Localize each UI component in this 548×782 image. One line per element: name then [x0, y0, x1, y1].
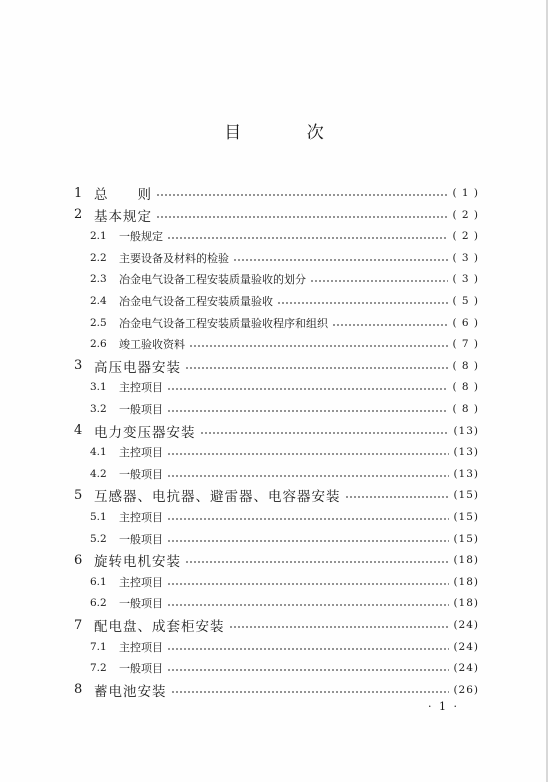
toc-entry-label: 一般项目 — [119, 662, 163, 676]
toc-entry — [90, 637, 479, 657]
toc-entry-page: (24) — [453, 640, 479, 653]
toc-entry-number: 7 — [74, 617, 83, 633]
page-number: · 1 · — [428, 700, 459, 713]
toc-entry — [90, 334, 479, 354]
toc-entry-label: 蓄电池安装 — [94, 683, 167, 700]
toc-entry-page: (18) — [453, 575, 479, 588]
dot-leader — [167, 388, 448, 390]
toc-entry — [90, 226, 479, 246]
toc-entry-label: 电力变压器安装 — [94, 424, 196, 441]
toc-entry-label: 配电盘、成套柜安装 — [94, 619, 225, 635]
toc-entry — [90, 658, 479, 678]
toc-entry-page: (15) — [453, 532, 479, 545]
toc-entry-page: (18) — [453, 554, 479, 567]
dot-leader — [229, 626, 450, 628]
dot-leader — [345, 496, 450, 498]
toc-entry-label: 一般项目 — [119, 467, 163, 481]
toc-entry — [74, 550, 479, 570]
toc-entry-page: (26) — [453, 683, 479, 696]
dot-leader — [156, 216, 448, 218]
toc-entry-label: 主控项目 — [119, 381, 163, 395]
toc-entry — [90, 291, 479, 311]
toc-entry — [90, 593, 479, 613]
dot-leader — [167, 475, 449, 477]
toc-entry-label: 一般项目 — [119, 532, 163, 546]
toc-entry — [74, 356, 479, 376]
toc-entry-label: 一般规定 — [119, 230, 163, 244]
toc-entry-number: 2.2 — [90, 251, 107, 264]
toc-entry — [90, 507, 479, 527]
toc-entry-page: (13) — [453, 446, 479, 459]
toc-entry — [74, 421, 479, 441]
toc-entry-page: ( 2 ) — [452, 208, 479, 221]
dot-leader — [167, 604, 449, 606]
toc-entry — [90, 442, 479, 462]
toc-entry-label: 高压电器安装 — [94, 359, 181, 376]
toc-entry-number: 7.2 — [90, 662, 107, 675]
toc-entry-page: (24) — [453, 619, 479, 631]
toc-entry — [90, 572, 479, 592]
toc-entry-page: ( 8 ) — [452, 359, 479, 372]
toc-entry — [74, 205, 479, 225]
toc-entry-label: 主要设备及材料的检验 — [119, 251, 229, 265]
dot-leader — [171, 691, 450, 693]
toc-entry-number: 6 — [74, 552, 83, 568]
dot-leader — [167, 648, 449, 650]
toc-entry-page: ( 7 ) — [452, 338, 479, 351]
dot-leader — [167, 669, 449, 671]
toc-entry-number: 1 — [74, 185, 83, 201]
toc-entry-label: 旋转电机安装 — [94, 554, 181, 571]
toc-entry-number: 3.2 — [90, 403, 107, 415]
toc-entry-number: 2 — [74, 207, 83, 223]
dot-leader — [185, 561, 449, 563]
toc-entry-number: 6.2 — [90, 597, 107, 610]
dot-leader — [200, 432, 450, 434]
toc-entry-number: 5.1 — [90, 511, 107, 523]
toc-entry-label: 主控项目 — [119, 575, 163, 589]
dot-leader — [185, 367, 448, 369]
toc-entry-label: 互感器、电抗器、避雷器、电容器安装 — [94, 489, 341, 506]
dot-leader — [167, 518, 449, 520]
toc-entry-number: 6.1 — [90, 575, 107, 588]
toc-entry-page: ( 8 ) — [452, 381, 479, 394]
toc-entry — [74, 615, 479, 635]
toc-entry-label: 主控项目 — [119, 640, 163, 654]
toc-entry-number: 4 — [74, 423, 83, 439]
toc-entry-label: 主控项目 — [119, 446, 163, 460]
toc-entry-number: 5.2 — [90, 532, 107, 545]
toc-entry — [90, 399, 479, 419]
toc-entry — [90, 529, 479, 549]
toc-entry-number: 4.1 — [90, 446, 107, 459]
toc-entry-number: 2.4 — [90, 295, 107, 307]
dot-leader — [167, 540, 449, 542]
toc-entry-label: 一般项目 — [119, 597, 163, 611]
toc-entry — [90, 313, 479, 333]
toc-entry-label: 总 则 — [94, 187, 152, 203]
toc-entry-number: 8 — [74, 682, 83, 698]
toc-entry-page: ( 8 ) — [452, 403, 479, 415]
dot-leader — [167, 583, 449, 585]
toc-entry — [90, 464, 479, 484]
toc-entry-page: (15) — [453, 511, 479, 523]
toc-entry — [90, 377, 479, 397]
toc-entry-label: 冶金电气设备工程安装质量验收的划分 — [119, 273, 306, 287]
toc-entry — [90, 248, 479, 268]
dot-leader — [277, 302, 448, 304]
toc-entry-number: 2.1 — [90, 230, 107, 243]
dot-leader — [332, 324, 448, 326]
toc-entry-number: 4.2 — [90, 467, 107, 480]
dot-leader — [310, 280, 448, 282]
toc-entry-page: ( 6 ) — [452, 316, 479, 329]
toc-entry-page: (15) — [453, 489, 479, 502]
toc-entry-label: 基本规定 — [94, 208, 152, 225]
toc-entry-number: 3.1 — [90, 381, 107, 394]
toc-entry-label: 一般项目 — [119, 403, 163, 416]
page-title: 目 次 — [224, 123, 354, 143]
toc-entry-page: (18) — [453, 597, 479, 610]
toc-entry-number: 2.5 — [90, 316, 107, 329]
toc-entry-number: 2.3 — [90, 273, 107, 286]
toc-entry-page: (13) — [453, 424, 479, 437]
toc-entry-page: (24) — [453, 662, 479, 675]
dot-leader — [167, 237, 448, 239]
dot-leader — [233, 259, 448, 261]
toc-entry-number: 5 — [74, 487, 83, 503]
toc-entry-label: 主控项目 — [119, 511, 163, 524]
toc-entry-label: 竣工验收资料 — [119, 338, 185, 352]
dot-leader — [189, 345, 448, 347]
toc-entry — [90, 269, 479, 289]
toc-entry-label: 冶金电气设备工程安装质量验收 — [119, 295, 273, 308]
dot-leader — [156, 194, 448, 196]
toc-entry-page: ( 2 ) — [452, 230, 479, 243]
toc-entry-label: 冶金电气设备工程安装质量验收程序和组织 — [119, 316, 328, 330]
toc-entry — [74, 485, 479, 505]
toc-entry-page: ( 3 ) — [452, 273, 479, 286]
toc-entry-page: ( 3 ) — [452, 251, 479, 264]
toc-entry-page: (13) — [453, 467, 479, 480]
toc-entry-page: ( 1 ) — [452, 187, 479, 199]
toc-entry — [74, 680, 479, 700]
toc-entry-number: 3 — [74, 358, 83, 374]
dot-leader — [167, 410, 448, 412]
dot-leader — [167, 453, 449, 455]
toc-entry-number: 7.1 — [90, 640, 107, 653]
toc-entry-number: 2.6 — [90, 338, 107, 351]
toc-entry-page: ( 5 ) — [452, 295, 479, 307]
toc-entry — [74, 183, 479, 203]
